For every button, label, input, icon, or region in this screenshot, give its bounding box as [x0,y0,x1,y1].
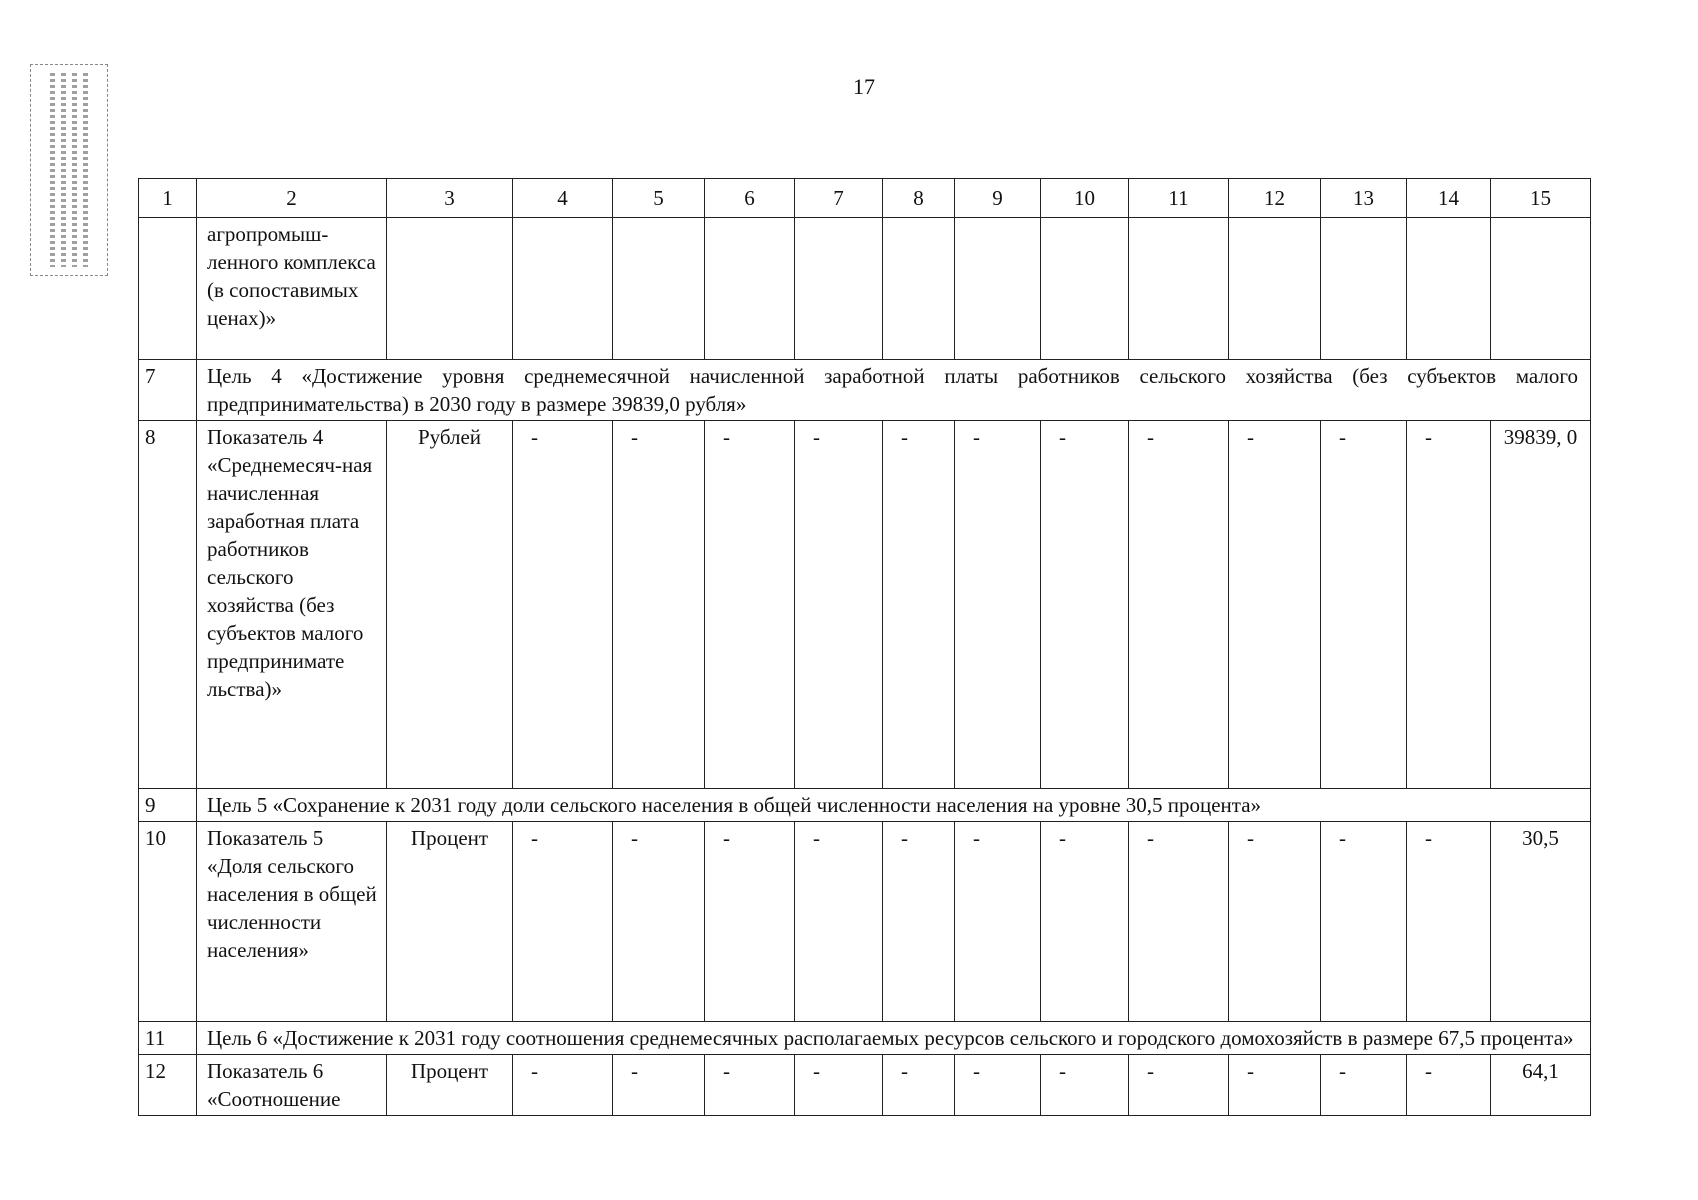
row-number: 8 [139,421,197,789]
target-value: 30,5 [1491,822,1591,1022]
row-number: 12 [139,1055,197,1116]
header-cell: 12 [1229,179,1321,218]
target-value: 64,1 [1491,1055,1591,1116]
value-cell: - [613,421,705,789]
indicator-name: агропромыш-ленного комплекса (в сопоставимых ценах)» [197,218,387,360]
header-cell: 5 [613,179,705,218]
value-cell: - [1129,1055,1229,1116]
value-cell: - [1321,1055,1407,1116]
target-value: 39839, 0 [1491,421,1591,789]
indicator-row [139,822,1591,1022]
goal-text: Цель 6 «Достижение к 2031 году соотношения среднемесячных располагаемых ресурсов сельского и городского домохозяйств в размере 67,5 процента» [197,1022,1591,1055]
indicator-name: Показатель 5 «Доля сельского населения в общей численности населения» [197,822,387,1022]
goal-text: Цель 4 «Достижение уровня среднемесячной начисленной заработной платы работников сельского хозяйства (без субъектов малого предпринимательства) в 2030 году в размере 39839,0 рубля» [197,360,1591,421]
empty-cell [513,218,613,360]
row-number: 7 [139,360,197,421]
value-cell: - [795,1055,883,1116]
table-row [139,218,1591,360]
empty-cell [1491,218,1591,360]
page-number: 17 [853,74,875,99]
header-row [139,179,1591,218]
value-cell: - [1407,421,1491,789]
unit-cell: Рублей [387,421,513,789]
value-cell: - [513,822,613,1022]
header-cell: 6 [705,179,795,218]
value-cell: - [1129,421,1229,789]
empty-cell [955,218,1041,360]
value-cell: - [795,822,883,1022]
value-cell: - [613,822,705,1022]
value-cell: - [705,822,795,1022]
value-cell: - [705,1055,795,1116]
indicator-name: Показатель 4 «Среднемесяч-ная начисленная заработная плата работников сельского хозяйства (без субъектов малого предпринимате льства)» [197,421,387,789]
header-cell: 11 [1129,179,1229,218]
row-number: 11 [139,1022,197,1055]
empty-cell [387,218,513,360]
header-cell: 7 [795,179,883,218]
value-cell: - [883,822,955,1022]
value-cell: - [1407,1055,1491,1116]
value-cell: - [883,421,955,789]
value-cell: - [883,1055,955,1116]
header-cell: 8 [883,179,955,218]
empty-cell [613,218,705,360]
empty-cell [795,218,883,360]
header-cell: 2 [197,179,387,218]
value-cell: - [1041,421,1129,789]
value-cell: - [613,1055,705,1116]
header-cell: 1 [139,179,197,218]
header-cell: 14 [1407,179,1491,218]
indicator-row [139,1055,1591,1116]
value-cell: - [955,1055,1041,1116]
value-cell: - [1229,1055,1321,1116]
value-cell: - [1229,822,1321,1022]
value-cell: - [1229,421,1321,789]
header-cell: 10 [1041,179,1129,218]
goal-row [139,360,1591,421]
empty-cell [1229,218,1321,360]
empty-cell [1041,218,1129,360]
row-number [139,218,197,360]
value-cell: - [955,421,1041,789]
value-cell: - [705,421,795,789]
row-number: 9 [139,789,197,822]
goal-row [139,789,1591,822]
value-cell: - [1129,822,1229,1022]
header-cell: 4 [513,179,613,218]
indicator-name: Показатель 6 «Соотношение [197,1055,387,1116]
empty-cell [705,218,795,360]
value-cell: - [1041,1055,1129,1116]
value-cell: - [513,421,613,789]
goal-text: Цель 5 «Сохранение к 2031 году доли сельского населения в общей численности населения на уровне 30,5 процента» [197,789,1591,822]
goal-row [139,1022,1591,1055]
empty-cell [1129,218,1229,360]
value-cell: - [1321,822,1407,1022]
value-cell: - [1321,421,1407,789]
value-cell: - [795,421,883,789]
header-cell: 13 [1321,179,1407,218]
header-cell: 3 [387,179,513,218]
unit-cell: Процент [387,1055,513,1116]
header-cell: 9 [955,179,1041,218]
indicator-row [139,421,1591,789]
empty-cell [883,218,955,360]
unit-cell: Процент [387,822,513,1022]
empty-cell [1407,218,1491,360]
row-number: 10 [139,822,197,1022]
value-cell: - [1407,822,1491,1022]
empty-cell [1321,218,1407,360]
value-cell: - [955,822,1041,1022]
indicators-table [138,178,1591,1116]
header-cell: 15 [1491,179,1591,218]
value-cell: - [513,1055,613,1116]
value-cell: - [1041,822,1129,1022]
